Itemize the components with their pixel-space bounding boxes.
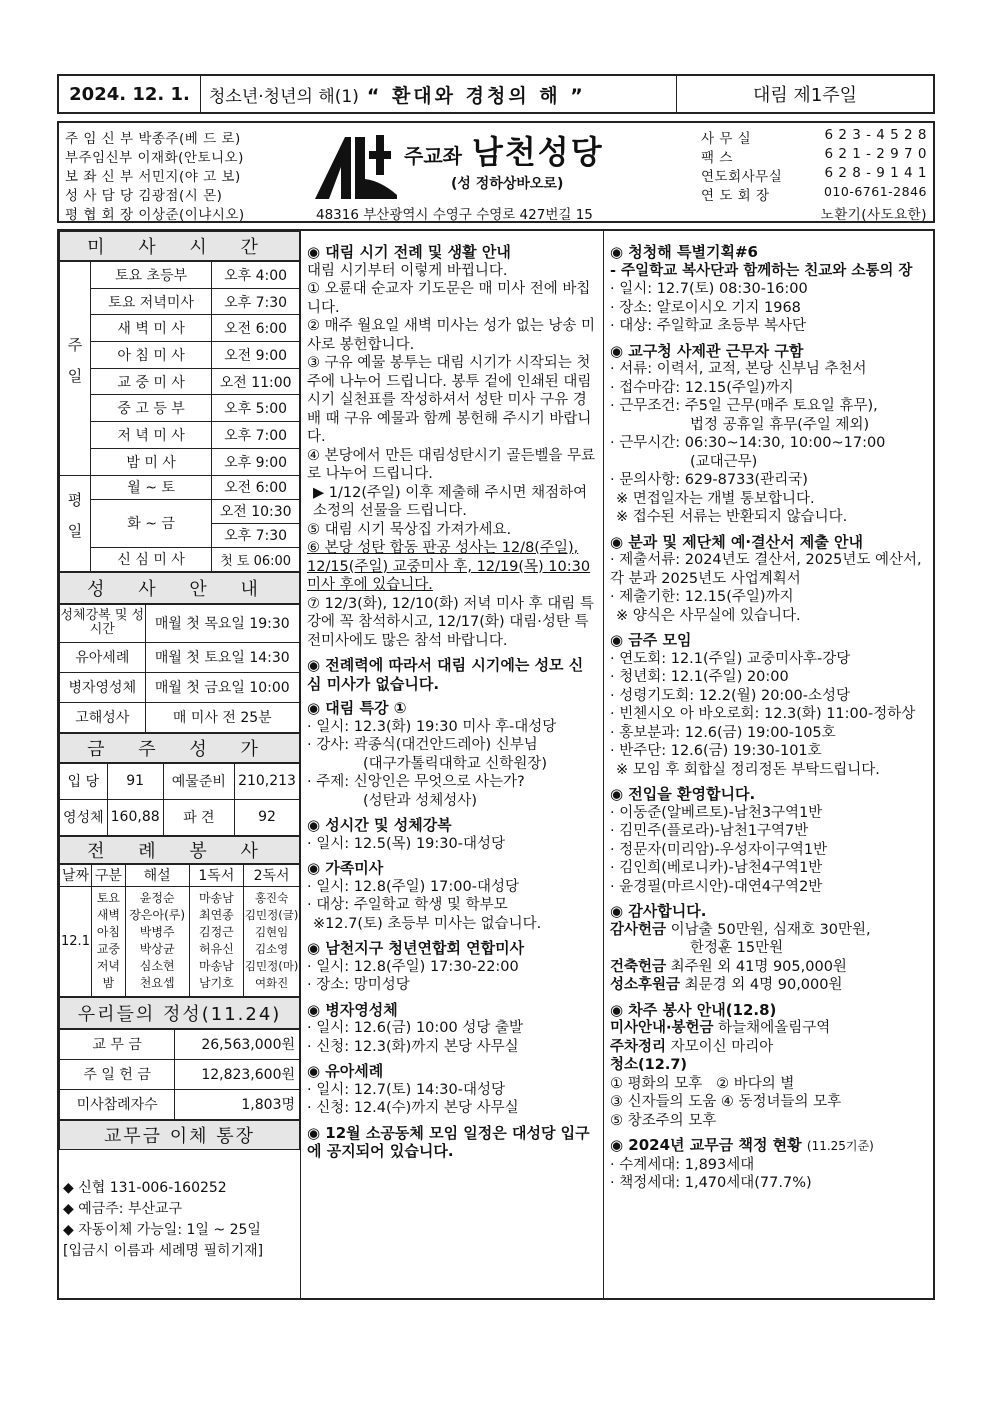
text-line: · 접수마감: 12.15(주일)까지 bbox=[610, 379, 794, 396]
text-line: 평 협 회 장 bbox=[65, 207, 134, 223]
table-cell: 오후 9:00 bbox=[212, 448, 300, 475]
text-line: · 김민주(플로라)-남천1구역7반 bbox=[610, 823, 809, 839]
liturgical-sunday: 대림 제1주일 bbox=[752, 85, 858, 106]
table-cell: 토요 초등부 bbox=[90, 262, 211, 289]
text-line: 팩 스 bbox=[701, 150, 733, 166]
contact-row bbox=[701, 127, 927, 147]
table-cell: 성체강복 및 성시간 bbox=[60, 604, 146, 642]
text-line: - 주일학교 복사단과 함께하는 친교와 소통의 장 bbox=[610, 262, 913, 279]
text-line: · 근무조건: 주5일 근무(매주 토요일 휴무), bbox=[610, 398, 878, 414]
bank-info: ◆ 신협 131-006-160252 ◆ 예금주: 부산교구 ◆ 자동이체 가능일: 1일 ~ 25일 [입금시 이름과 세례명 필히기재] bbox=[63, 1179, 264, 1259]
table-cell: 화 ~ 금 bbox=[90, 499, 211, 547]
text-line: · 대상: 주일학교 초등부 복사단 bbox=[610, 318, 807, 334]
staff-row bbox=[65, 127, 241, 147]
text-line: · 일시: 12.7(토) 08:30-16:00 bbox=[610, 281, 808, 297]
youth-mass-heading: ◉ 남천지구 청년연합회 연합미사 bbox=[307, 939, 525, 957]
right-column bbox=[610, 243, 930, 1193]
table-cell: 토요 저녁미사 bbox=[90, 288, 211, 315]
welcome-heading: ◉ 전입을 환영합니다. bbox=[610, 785, 756, 803]
text-line: · 일시: 12.5(목) 19:30-대성당 bbox=[307, 835, 505, 852]
table-cell: 홍진숙 김민정(글) 김현임 김소영 김민정(마) 여화진 bbox=[244, 886, 300, 996]
left-column bbox=[59, 231, 300, 1262]
text-line: 법정 공휴일 휴무(주일 제외) bbox=[690, 416, 870, 433]
staff-row bbox=[65, 146, 244, 166]
bulletin-date: 2024. 12. 1. bbox=[59, 76, 201, 112]
text-line: 보 좌 신 부 bbox=[65, 169, 134, 185]
infant-baptism-heading: ◉ 유아세례 bbox=[307, 1062, 384, 1080]
text-line: 감사헌금 이남출 50만원, 심재호 30만원, bbox=[610, 921, 871, 938]
table-cell: 교 중 미 사 bbox=[90, 368, 211, 395]
text-line: 연 도 회 장 bbox=[701, 188, 770, 204]
text-line: · 일시: 12.8(주일) 17:00-대성당 bbox=[307, 878, 519, 895]
table-cell: 160,88 bbox=[107, 799, 163, 835]
text-line: 성소후원금 최문경 외 4명 90,000원 bbox=[610, 977, 843, 993]
text-line: · 장소: 망미성당 bbox=[307, 977, 410, 993]
church-name: 남천성당 bbox=[471, 133, 604, 171]
text-line: · 청년회: 12.1(주일) 20:00 bbox=[610, 669, 789, 685]
text-line: ① 평화의 모후 ② 바다의 별 bbox=[610, 1075, 795, 1092]
budget-heading: ◉ 분과 및 제단체 예·결산서 제출 안내 bbox=[610, 532, 863, 551]
text-line: ③ 구유 예물 봉투는 대림 시기가 시작되는 첫 주에 나누어 드립니다. 봉투 겉에 인쇄된 대림 시기 실천표를 작성하셔서 성탄 미사 구유 경배 때 구유 예물과 함께 봉헌해 주시기 바랍니다. bbox=[307, 355, 592, 445]
text-line: 연도회사무실 bbox=[701, 169, 783, 185]
sacraments-table bbox=[59, 604, 300, 733]
bulletin-body bbox=[57, 229, 935, 1300]
text-line: 건축헌금 최주원 외 41명 905,000원 bbox=[610, 958, 847, 975]
table-cell: 91 bbox=[107, 763, 163, 799]
text-line: (대구가톨릭대학교 신학원장) bbox=[363, 755, 548, 772]
table-cell: 밤 미 사 bbox=[90, 448, 211, 475]
staff-row bbox=[65, 165, 241, 185]
table-cell: 오전 6:00 bbox=[212, 475, 300, 499]
table-cell: 오후 7:30 bbox=[212, 288, 300, 315]
weekday-label: 평일 bbox=[60, 475, 91, 571]
text-line: ⑦ 12/3(화), 12/10(화) 저녁 미사 후 대림 특강에 꼭 참석하시고, 12/17(화) 대림·성탄 특전미사에도 많은 참석 바랍니다. bbox=[307, 595, 594, 649]
text-line: · 강사: 곽종식(대건안드레아) 신부님 bbox=[307, 737, 538, 753]
table-cell: 구분 bbox=[91, 864, 125, 886]
text-line: 서민지(야 고 보) bbox=[138, 169, 241, 185]
table-cell: 오전 11:00 bbox=[212, 368, 300, 395]
table-cell: 오전 9:00 bbox=[212, 342, 300, 369]
text-line: · 수계세대: 1,893세대 bbox=[610, 1156, 755, 1173]
text-line: ③ 신자들의 도움 ④ 동정녀들의 모후 bbox=[610, 1094, 842, 1110]
hymns-table bbox=[59, 763, 300, 836]
text-line: · 신청: 12.3(화)까지 본당 사무실 bbox=[307, 1038, 519, 1055]
diocese-label: 주교좌 bbox=[404, 144, 462, 168]
table-cell: 매월 첫 금요일 10:00 bbox=[145, 672, 299, 702]
table-cell: 첫 토 06:00 bbox=[212, 547, 300, 571]
table-cell: 예물준비 bbox=[163, 763, 234, 799]
text-line: (교대근무) bbox=[690, 453, 758, 470]
text-line: 주 임 신 부 bbox=[65, 131, 134, 147]
text-line: · 제출서류: 2024년도 결산서, 2025년도 예산서, 각 분과 2025년도 사업계획서 bbox=[610, 552, 922, 587]
table-cell: 아 침 미 사 bbox=[90, 342, 211, 369]
table-cell: 윤정순 장은아(루) 박병주 박상균 심소현 천요셉 bbox=[125, 886, 189, 996]
text-line: ※12.7(토) 초등부 미사는 없습니다. bbox=[313, 915, 542, 932]
text-line: 010-6761-2846 bbox=[823, 184, 927, 199]
text-line: · 김인희(베로니카)-남천4구역1반 bbox=[610, 860, 823, 876]
liturgy-heading: 전 례 봉 사 bbox=[59, 836, 300, 864]
text-line: 노환기(사도요한) bbox=[820, 207, 927, 223]
sunday-label: 주일 bbox=[60, 262, 91, 476]
table-cell: 오후 7:30 bbox=[212, 523, 300, 547]
text-line: ⑤ 대림 시기 묵상집 가져가세요. bbox=[307, 521, 512, 538]
mass-times-heading: 미 사 시 간 bbox=[59, 231, 300, 261]
table-cell: 12.1 bbox=[60, 886, 92, 996]
table-cell: 영성체 bbox=[60, 799, 108, 835]
text-line: 주차정리 자모이신 마리아 bbox=[610, 1038, 774, 1055]
job-posting-heading: ◉ 교구청 사제관 근무자 구함 bbox=[610, 341, 804, 360]
offering-heading: 우리들의 정성(11.24) bbox=[59, 997, 300, 1029]
table-cell: 2독서 bbox=[244, 864, 300, 886]
text-line: · 주제: 신앙인은 무엇으로 사는가? bbox=[307, 774, 525, 790]
text-line: 한정훈 15만원 bbox=[690, 940, 784, 956]
text-line: (성탄과 성체성사) bbox=[363, 792, 477, 809]
table-cell: 병자영성체 bbox=[60, 672, 146, 702]
text-line: ※ 면접일자는 개별 통보합니다. bbox=[616, 490, 815, 507]
text-line: · 장소: 알로이시오 기지 1968 bbox=[610, 299, 801, 316]
staff-row bbox=[65, 184, 222, 204]
sacraments-heading: 성 사 안 내 bbox=[59, 572, 300, 604]
text-line: · 빈첸시오 아 바오로회: 12.3(화) 11:00-정하상 bbox=[610, 706, 916, 722]
text-line: 대림 시기부터 이렇게 바뀝니다. bbox=[307, 262, 508, 279]
table-cell: 해설 bbox=[125, 864, 189, 886]
liturgy-table bbox=[59, 864, 300, 997]
table-cell: 오전 6:00 bbox=[212, 315, 300, 342]
text-line: ⑥ 본당 성탄 합동 판공 성사는 12/8(주일), 12/15(주일) 교중미사 후, 12/19(목) 10:30 미사 후에 있습니다. bbox=[307, 540, 591, 593]
text-line: 6 2 1 - 2 9 7 0 bbox=[824, 146, 927, 162]
contact-row bbox=[701, 146, 927, 166]
text-line: · 일시: 12.8(주일) 17:30-22:00 bbox=[307, 958, 519, 975]
text-line: 6 2 8 - 9 1 4 1 bbox=[824, 165, 927, 181]
table-cell: 오전 10:30 bbox=[212, 499, 300, 523]
text-line: ※ 양식은 사무실에 있습니다. bbox=[616, 607, 801, 624]
text-line: 청소(12.7) bbox=[610, 1057, 688, 1073]
text-line: 김광점(시 몬) bbox=[138, 188, 223, 204]
table-cell: 1,803명 bbox=[175, 1089, 300, 1119]
text-line: · 반주단: 12.6(금) 19:30-101호 bbox=[610, 743, 822, 759]
text-line: 6 2 3 - 4 5 2 8 bbox=[824, 127, 927, 143]
text-line: · 홍보분과: 12.6(금) 19:00-105호 bbox=[610, 724, 836, 741]
text-line: · 신청: 12.4(수)까지 본당 사무실 bbox=[307, 1100, 519, 1116]
text-line: · 일시: 12.6(금) 10:00 성당 출발 bbox=[307, 1020, 523, 1036]
table-cell: 12,823,600원 bbox=[175, 1059, 300, 1089]
table-cell: 입 당 bbox=[60, 763, 108, 799]
text-line: ※ 접수된 서류는 반환되지 않습니다. bbox=[616, 509, 848, 525]
year-theme: 청소년·청년의 해(1) bbox=[209, 86, 359, 107]
table-cell: 26,563,000원 bbox=[175, 1029, 300, 1059]
table-cell: 파 견 bbox=[163, 799, 234, 835]
table-cell: 92 bbox=[235, 799, 300, 835]
table-cell: 월 ~ 토 bbox=[90, 475, 211, 499]
contact-row bbox=[701, 165, 927, 185]
bulletin-header bbox=[57, 74, 935, 114]
offering-table bbox=[59, 1029, 300, 1120]
table-cell: 1독서 bbox=[189, 864, 244, 886]
motto: “ 환대와 경청의 해 ” bbox=[366, 84, 586, 107]
table-cell: 매 미사 전 25분 bbox=[145, 702, 299, 732]
text-line: 박종주(베 드 로) bbox=[138, 131, 241, 147]
table-cell: 오후 5:00 bbox=[212, 395, 300, 422]
table-cell: 미사참례자수 bbox=[60, 1089, 175, 1119]
hymns-heading: 금 주 성 가 bbox=[59, 733, 300, 763]
patron-saint: (성 정하상바오로) bbox=[451, 176, 564, 192]
church-logo-icon bbox=[311, 129, 403, 201]
table-cell: 주 일 헌 금 bbox=[60, 1059, 175, 1089]
text-line: ② 매주 월요일 새벽 미사는 성가 없는 낭송 미사로 봉헌합니다. bbox=[307, 318, 595, 353]
holy-hour-heading: ◉ 성시간 및 성체강복 bbox=[307, 816, 452, 834]
service-heading: ◉ 차주 봉사 안내(12.8) bbox=[610, 1000, 777, 1019]
table-cell: 토요 새벽 아침 교중 저녁 밤 bbox=[91, 886, 125, 996]
text-line: · 책정세대: 1,470세대(77.7%) bbox=[610, 1175, 812, 1191]
bank-heading: 교무금 이체 통장 bbox=[59, 1120, 300, 1150]
year-theme-box bbox=[201, 76, 677, 112]
text-line: 미사안내·봉헌금 하늘채에올림구역 bbox=[610, 1020, 831, 1036]
table-cell: 새 벽 미 사 bbox=[90, 315, 211, 342]
table-cell: 오후 4:00 bbox=[212, 262, 300, 289]
table-cell: 중 고 등 부 bbox=[90, 395, 211, 422]
text-line: · 근무시간: 06:30~14:30, 10:00~17:00 bbox=[610, 435, 886, 451]
text-line: 이상준(이냐시오) bbox=[138, 207, 245, 223]
staff-row bbox=[65, 203, 245, 223]
text-line: · 제출기한: 12.15(주일)까지 bbox=[610, 589, 794, 605]
text-line: · 정문자(미리암)-우성자이구역1반 bbox=[610, 841, 828, 858]
text-line: ※ 모임 후 회합실 정리정돈 부탁드립니다. bbox=[616, 761, 880, 778]
table-cell: 마송남 최연종 김정근 허유신 마송남 남기호 bbox=[189, 886, 244, 996]
church-address: 48316 부산광역시 수영구 수영로 427번길 15 bbox=[316, 207, 593, 223]
text-line: 성 사 담 당 bbox=[65, 188, 134, 204]
table-cell: 210,213 bbox=[235, 763, 300, 799]
text-line: · 연도회: 12.1(주일) 교중미사후-강당 bbox=[610, 650, 851, 667]
community-note: ◉ 12월 소공동체 모임 일정은 대성당 입구에 공지되어 있습니다. bbox=[307, 1123, 590, 1160]
text-line: 이재화(안토니오) bbox=[137, 150, 244, 166]
text-line: · 대상: 주일학교 학생 및 학부모 bbox=[307, 897, 508, 913]
text-line: · 일시: 12.7(토) 14:30-대성당 bbox=[307, 1081, 505, 1098]
text-line: ④ 본당에서 만든 대림성탄시기 골든벨을 무료로 나누어 드립니다. bbox=[307, 447, 596, 482]
table-cell: 저 녁 미 사 bbox=[90, 422, 211, 449]
special-heading: ◉ 청청해 특별기획#6 bbox=[610, 243, 758, 261]
table-cell: 신 심 미 사 bbox=[90, 547, 211, 571]
sick-communion-heading: ◉ 병자영성체 bbox=[307, 1000, 398, 1019]
table-cell: 교 무 금 bbox=[60, 1029, 175, 1059]
table-cell: 매월 첫 토요일 14:30 bbox=[145, 642, 299, 672]
meetings-heading: ◉ 금주 모임 bbox=[610, 631, 692, 649]
contact-row bbox=[701, 203, 927, 223]
text-line: · 이동준(알베르토)-남천3구역1반 bbox=[610, 804, 823, 821]
text-line: · 서류: 이력서, 교적, 본당 신부님 추천서 bbox=[610, 361, 867, 377]
text-line: · 성령기도회: 12.2(월) 20:00-소성당 bbox=[610, 687, 851, 704]
church-title bbox=[404, 127, 604, 173]
table-cell: 유아세례 bbox=[60, 642, 146, 672]
table-cell: 날짜 bbox=[60, 864, 92, 886]
table-cell: 오후 7:00 bbox=[212, 422, 300, 449]
text-line: · 윤경필(마르시안)-대연4구역2반 bbox=[610, 878, 823, 895]
text-line: · 일시: 12.3(화) 19:30 미사 후-대성당 bbox=[307, 718, 557, 735]
thanks-heading: ◉ 감사합니다. bbox=[610, 902, 707, 920]
text-line: ① 오륜대 순교자 기도문은 매 미사 전에 바칩니다. bbox=[307, 281, 591, 316]
tithe-heading: ◉ 2024년 교무금 책정 현황 (11.25기준) bbox=[610, 1136, 874, 1154]
text-line: 부주임신부 bbox=[65, 150, 133, 166]
advent-heading: ◉ 대림 시기 전례 및 생활 안내 bbox=[307, 243, 511, 261]
lecture-heading: ◉ 대림 특강 ① bbox=[307, 699, 407, 717]
table-cell: 매월 첫 목요일 19:30 bbox=[145, 604, 299, 642]
middle-column bbox=[307, 243, 597, 1161]
table-cell: 고해성사 bbox=[60, 702, 146, 732]
text-line: ⑤ 창조주의 모후 bbox=[610, 1112, 717, 1129]
calendar-note: ◉ 전례력에 따라서 대림 시기에는 성모 신심 미사가 없습니다. bbox=[307, 656, 584, 693]
contact-row bbox=[701, 184, 927, 204]
text-line: 사 무 실 bbox=[701, 131, 752, 147]
parish-info bbox=[57, 121, 935, 223]
text-line: ▶ 1/12(주일) 이후 제출해 주시면 채점하여 소정의 선물을 드립니다. bbox=[313, 484, 588, 519]
mass-times-table bbox=[59, 261, 300, 572]
text-line: · 문의사항: 629-8733(관리국) bbox=[610, 472, 808, 488]
family-mass-heading: ◉ 가족미사 bbox=[307, 859, 384, 877]
